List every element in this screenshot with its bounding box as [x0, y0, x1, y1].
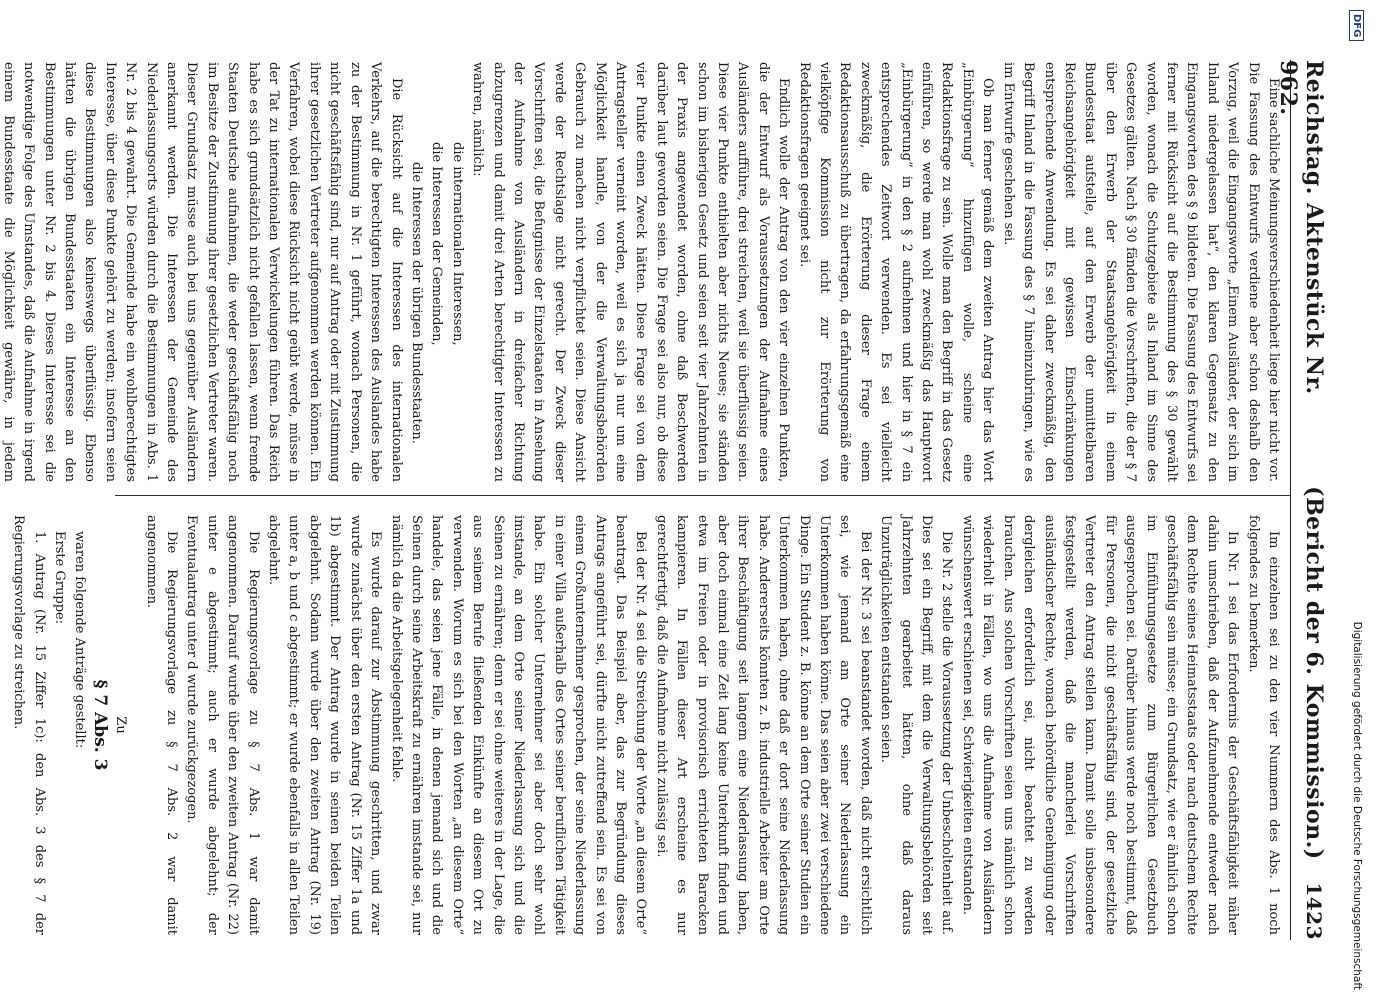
- digitization-credit: [1342, 10, 1372, 990]
- column-divider: [115, 495, 1291, 496]
- group-heading: Erste Gruppe:: [52, 531, 68, 625]
- header-rule: [1290, 60, 1291, 940]
- paragraph: Es wurde darauf zur Abstimmung geschritten, und zwar wurde zunächst über den ersten Antrag (Nr. 15 Ziffer 1a und 1b) abgestimmt. Der Antrag wurde in seinen beiden Teilen abgelehnt. Sodann wurde über den zweiten Antrag (Nr. 19) unter a, b und c abgestimmt; er wurde ebenfalls in allen Teilen abgelehnt.: [266, 515, 384, 935]
- dfg-logo: DFG: [1350, 10, 1365, 41]
- paragraph: Bei der Nr. 3 sei beanstandet worden, daß nicht ersichtlich sei, wie jemand am Orte seiner Niederlassung ein Unterkommen haben könne. Das seien aber zwei verschiedene Dinge. Ein Student z. B. könne an dem Orte seiner Studien ein Unterkommen haben, ohne daß er dort seine Niederlassung habe. Andererseits könnten z. B. industrielle Arbeiter am Orte ihrer Beschäftigung seit langem eine Niederlassung haben, aber doch einmal eine Zeit lang keine Unterkunft finden und etwa im Freien oder in provisorisch errichteten Baracken kampieren. In Fällen dieser Art erscheine es nur gerechtfertigt, daß die Aufnahme nicht zulässig sei.: [653, 515, 873, 935]
- list-item: die internationalen Interessen,: [449, 142, 465, 346]
- list-item: die Interessen der Gemeinden,: [429, 142, 445, 346]
- header-left: Reichstag. Aktenstück Nr. 962.: [1275, 60, 1327, 395]
- header-middle: (Bericht der 6. Kommission.): [1301, 486, 1327, 860]
- section-prefix: Zu: [113, 716, 129, 734]
- paragraph: Die Rücksicht auf die Interessen des internationalen Verkehrs, auf die berechtigten Interessen des Auslandes habe zu der Bestimmung in Nr. 1 geführt, wonach Personen, die nicht geschäftsfähig sind, nur auf Antrag oder mit Zustimmung ihrer gesetzlichen Vertreter aufgenommen werden können. Ein Verfahren, wobei diese Rücksicht nicht geübt werde, müsse in der Tat zu internationalen Verwickelungen führen. Das Reich habe es sich grundsätzlich nicht gefallen lassen, wenn fremde Staaten Deutsche aufnahmen, die weder geschäftsfähig noch im Besitze der Zustimmung ihrer gesetzlichen Vertreter waren. Dieser Grundsatz müsse auch bei uns gegenüber Ausländern anerkannt werden. Die Interessen der Gemeinde des Niederlassungsorts würden durch die Bestimmungen in Abs. 1 Nr. 2 bis 4 gewahrt. Die Gemeinde habe ein wohlberechtigtes Interesse, über diese Punkte gehört zu werden; insofern seien diese Bestimmungen also keineswegs überflüssig. Ebenso hätten die übrigen Bundesstaaten ein Interesse an den Bestimmungen unter Nr. 2 bis 4. Dieses Interesse sei die notwendige Folge des Umstandes, daß die Aufnahme in irgend einem Bundesstaate die Möglichkeit gewähre, in jedem: [0, 62, 404, 482]
- credit-caption: Digitalisierung gefördert durch die Deutsche Forschungsgemeinschaft: [1351, 621, 1363, 990]
- paragraph: In Nr. 1 sei das Erfordernis der Geschäftsfähigkeit näher dahin umschrieben, daß der Aufzunehmende entweder nach dem Rechte seines Heimatsstaats oder nach deutschem Rechte geschäftsfähig sein müsse; ein Grundsatz, wie er ähnlich schon im Einführungsgesetze zum Bürgerlichen Gesetzbuch ausgesprochen sei. Darüber hinaus werde noch bestimmt, daß für Personen, die nicht geschäftsfähig sind, der gesetzliche Vertreter den Antrag stellen kann. Damit solle insbesondere festgestellt werden, daß die mancherlei Vorschriften ausländischer Rechte, wonach behördliche Genehmigung oder dergleichen erforderlich sei, nicht beachtet zu werden brauchen. Aus solchen Vorschriften seien uns nämlich schon wiederholt in Fällen, wo uns die Aufnahme von Ausländern wünschenswert erschienen sei, Schwierigkeiten entstanden.: [959, 515, 1241, 935]
- page-number: 1423: [1302, 882, 1326, 941]
- section-heading: § 7 Abs. 3: [89, 679, 110, 771]
- paragraph: Im einzelnen sei zu den vier Nummern des Abs. 1 noch folgendes zu bemerken.: [1245, 515, 1281, 935]
- list-item: die Interessen der übrigen Bundesstaaten.: [408, 162, 424, 444]
- right-column: [11, 515, 1283, 935]
- paragraph: Die Regierungsvorlage zu § 7 Abs. 2 war damit angenommen.: [143, 515, 180, 935]
- paragraph: Ob man ferner gemäß dem zweiten Antrag hier das Wort „Einbürgerung“ hinzufügen wolle, scheine eine Redaktionsfrage zu sein. Wolle man den Begriff in das Gesetz einführen, so werde man wohl zweckmäßig das Hauptwort „Einbürgerung“ in den § 2 aufnehmen und hier in § 7 ein entsprechendes Zeitwort verwenden. Es sei vielleicht zweckmäßig, die Erörterung dieser Frage einem Redaktionsausschuß zu übertragen, da erfahrungsgemäß eine vielköpfige Kommission nicht zur Erörterung von Redaktionsfragen geeignet sei.: [796, 62, 996, 482]
- paragraph: Die Nr. 2 stelle die Voraussetzung der Unbescholtenheit auf. Dies sei ein Begriff, mit dem die Verwaltungsbehörden seit Jahrzehnten gearbeitet hätten, ohne daß daraus Unzuträglichkeiten entstanden seien.: [878, 515, 955, 935]
- running-header: [1275, 60, 1327, 941]
- paragraph: Bei der Nr. 4 sei die Streichung der Worte „an diesem Orte“ beantragt. Das Beispiel aber, das zur Begründung dieses Antrags angeführt sei, dürfte nicht zutreffend sein. Es sei von einem Großunternehmer gesprochen, der seine Niederlassung in einer Villa außerhalb des Ortes seiner beruflichen Tätigkeit habe. Ein solcher Unternehmer sei aber doch sehr wohl imstande, an dem Orte seiner Niederlassung sich und die Seinen zu ernähren; denn er sei ohne weiteres in der Lage, die aus seinem Berufe fließenden Einkünfte an diesem Ort zu verwenden. Worum es sich bei den Worten „an diesem Orte“ handele, das seien jene Fälle, in denen jemand sich und die Seinen durch seine Arbeitskraft zu ernähren imstande sei, nur nämlich da die Arbeitsgelegenheit fehle.: [388, 515, 649, 935]
- paragraph: Endlich wolle der Antrag von den vier einzelnen Punkten, die der Entwurf als Voraussetzungen der Aufnahme eines Ausländers aufführe, drei streichen, weil sie überflüssig seien. Diese vier Punkte enthielten aber nichts Neues; sie ständen schon im bisherigen Gesetz und seien seit vier Jahrzehnten in der Praxis angewendet worden, ohne daß Beschwerden darüber laut geworden seien. Die Frage sei also nur, ob diese vier Punkte einen Zweck hätten. Diese Frage sei von dem Antragsteller verneint worden, weil es sich ja nur um eine Möglichkeit handle, von der die Verwaltungsbehörden Gebrauch zu machen nicht verpflichtet seien. Diese Ansicht werde der Rechtslage nicht gerecht. Der Zweck dieser Vorschriften sei, die Befugnisse der Einzelstaaten in Ansehung der Aufnahme von Ausländern in dreifacher Richtung abzugrenzen und damit drei Arten berechtigter Interessen zu wahren, nämlich:: [470, 62, 792, 482]
- motion-item: 1. Antrag (Nr. 15 Ziffer 1c): den Abs. 3 des § 7 der Regierungsvorlage zu streichen.: [11, 515, 47, 935]
- rotated-page-content: [0, 40, 1335, 960]
- paragraph: Eine sachliche Meinungsverschiedenheit liege hier nicht vor. Die Fassung des Entwurfs verdiene aber schon deshalb den Vorzug, weil die Eingangsworte „Einem Ausländer, der sich im Inland niedergelassen hat“, den klaren Gegensatz zu den Eingangsworten des § 9 bildeten. Die Fassung des Entwurfs sei ferner mit Rücksicht auf die Bestimmung des § 30 gewählt worden, wonach die Schutzgebiete als Inland im Sinne des Gesetzes gälten. Nach § 30 fänden die Vorschriften, die der § 7 über den Erwerb der Staatsangehörigkeit in einem Bundesstaat aufstelle, auf den Erwerb der unmittelbaren Reichsangehörigkeit mit gewissen Einschränkungen entsprechende Anwendung. Es sei daher zweckmäßig, den Begriff Inland in die Fassung des § 7 hineinzubringen, wie es im Entwurfe geschehen sei.: [1000, 62, 1281, 482]
- section-intro: waren folgende Anträge gestellt:: [72, 531, 88, 749]
- left-column: [0, 62, 1283, 482]
- paragraph: Die Regierungsvorlage zu § 7 Abs. 1 war damit angenommen. Darauf wurde über den zweiten Antrag (Nr. 22) unter e abgestimmt; auch er wurde abgelehnt; der Eventualantrag unter d wurde zurückgezogen.: [184, 515, 261, 935]
